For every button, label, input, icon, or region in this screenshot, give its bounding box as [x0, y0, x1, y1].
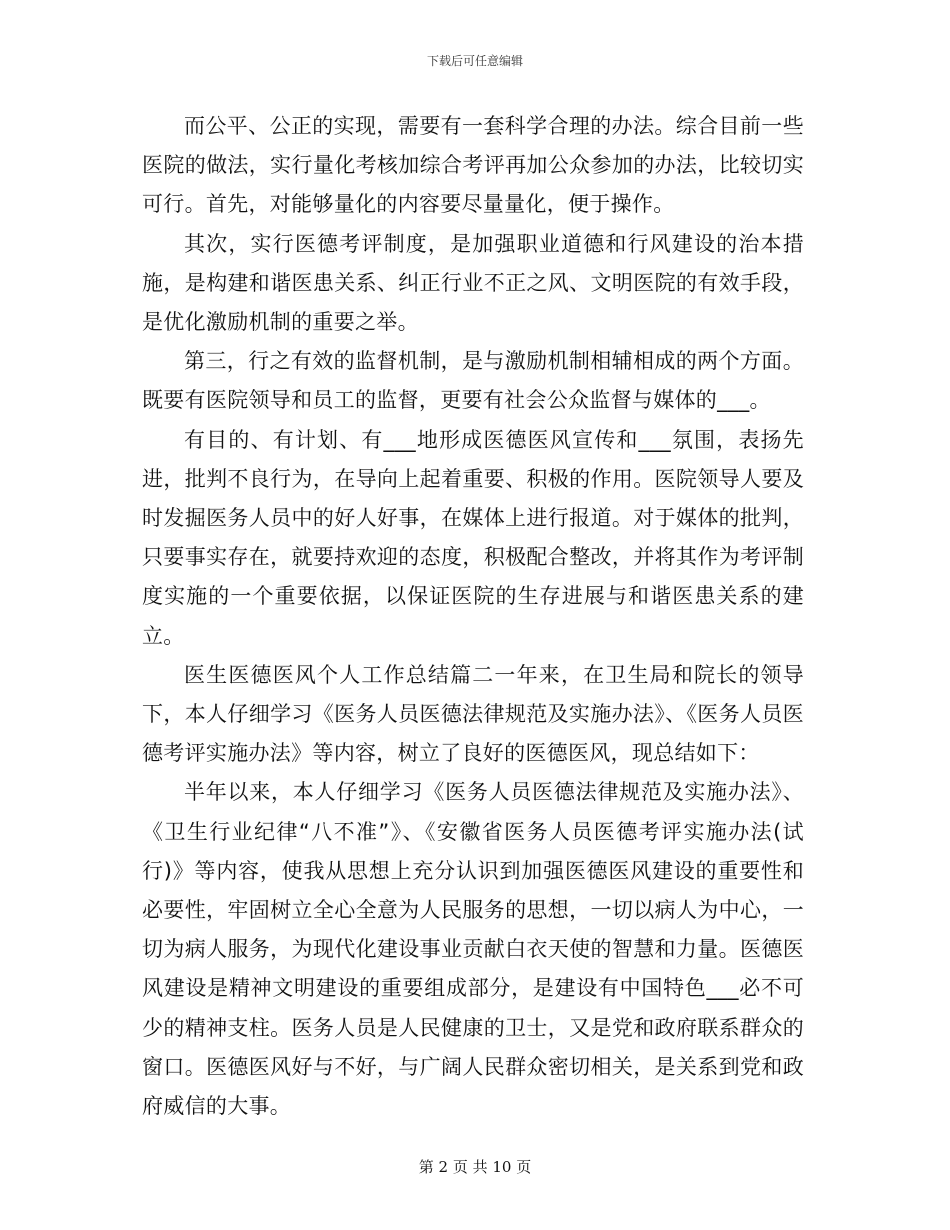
paragraph: 第三，行之有效的监督机制，是与激励机制相辅相成的两个方面。既要有医院领导和员工的监督，更要有社会公众监督与媒体的___。 [142, 349, 804, 413]
page-number: 第 2 页 共 10 页 [418, 1158, 532, 1176]
paragraph: 有目的、有计划、有___地形成医德医风宣传和___氛围，表扬先进，批判不良行为，在导向上起着重要、积极的作用。医院领导人要及时发掘医务人员中的好人好事，在媒体上进行报道。对于媒体的批判，只要事实存在，就要持欢迎的态度，积极配合整改，并将其作为考评制度实施的一个重要依据，以保证医院的生存进展与和谐医患关系的建立。 [142, 427, 804, 648]
paragraph: 医生医德医风个人工作总结篇二一年来，在卫生局和院长的领导下，本人仔细学习《医务人员医德法律规范及实施办法》、《医务人员医德考评实施办法》等内容，树立了良好的医德医风，现总结如下： [142, 662, 804, 766]
paragraph: 半年以来，本人仔细学习《医务人员医德法律规范及实施办法》、《卫生行业纪律“八不准”》、《安徽省医务人员医德考评实施办法(试行)》等内容，使我从思想上充分认识到加强医德医风建设的重要性和必要性，牢固树立全心全意为人民服务的思想，一切以病人为中心，一切为病人服务，为现代化建设事业贡献白衣天使的智慧和力量。医德医风建设是精神文明建设的重要组成部分，是建设有中国特色___必不可少的精神支柱。医务人员是人民健康的卫士，又是党和政府联系群众的窗口。医德医风好与不好，与广阔人民群众密切相关，是关系到党和政府威信的大事。 [142, 780, 804, 1119]
document-body [142, 107, 804, 1126]
paragraph: 而公平、公正的实现，需要有一套科学合理的办法。综合目前一些医院的做法，实行量化考核加综合考评再加公众参加的办法，比较切实可行。首先，对能够量化的内容要尽量量化，便于操作。 [142, 114, 804, 217]
header-note: 下载后可任意编辑 [426, 54, 523, 68]
paragraph: 其次，实行医德考评制度，是加强职业道德和行风建设的治本措施，是构建和谐医患关系、纠正行业不正之风、文明医院的有效手段，是优化激励机制的重要之举。 [142, 231, 804, 335]
